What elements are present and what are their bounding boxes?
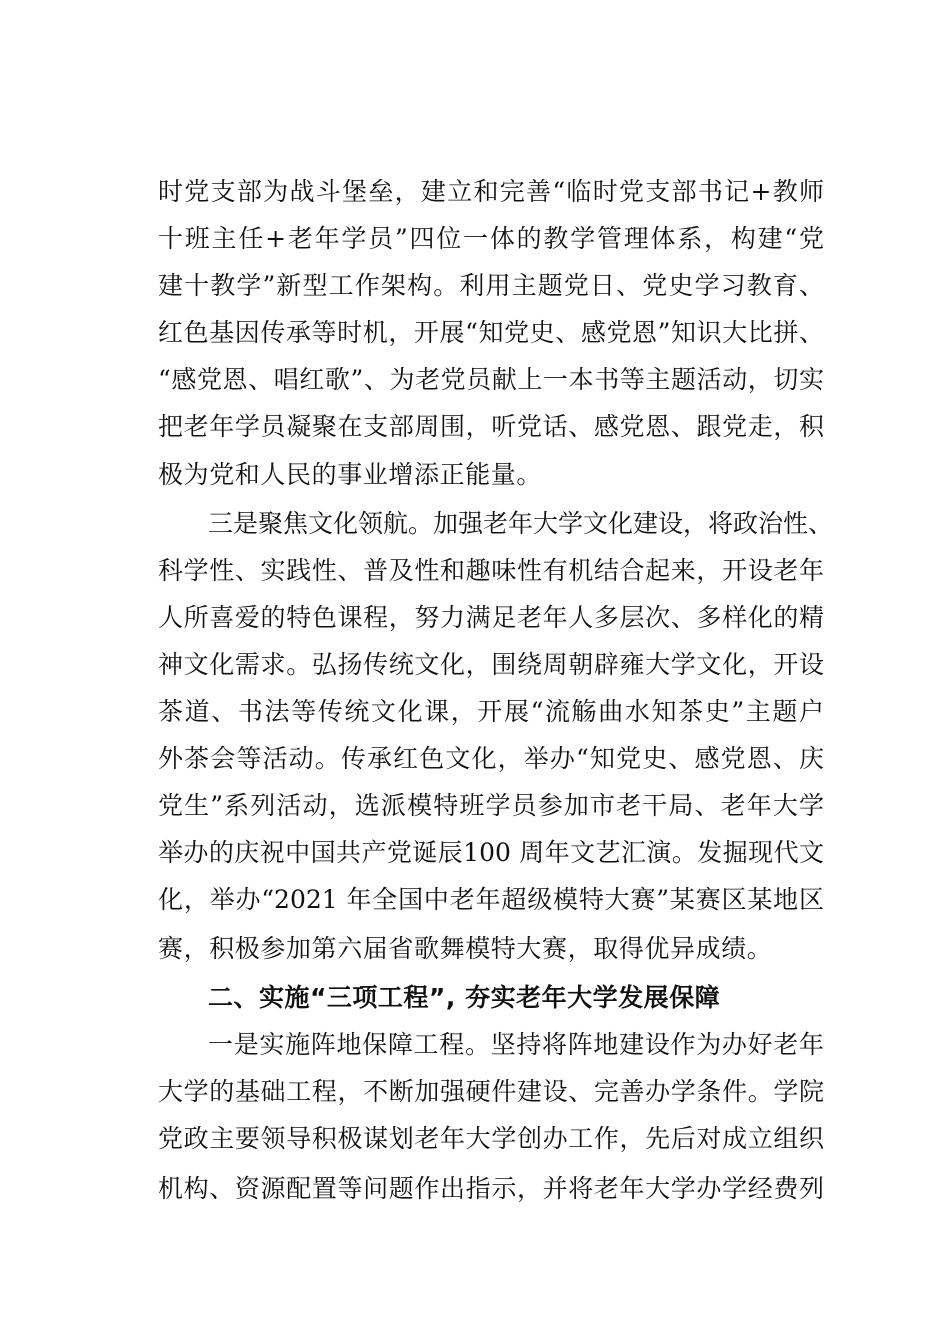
text-line: 建十教学”新型工作架构。利用主题党日、党史学习教育、	[158, 271, 824, 300]
text-line: 化，举办“2021 年全国中老年超级模特大赛”某赛区某地区	[158, 885, 824, 914]
text-line: 举办的庆祝中国共产党诞辰100 周年文艺汇演。发掘现代文	[158, 838, 824, 867]
section-heading: 二、实施“三项工程”, 夯实老年大学发展保障	[208, 983, 721, 1012]
text-line: “感党恩、唱红歌”、为老党员献上一本书等主题活动，切实	[158, 365, 824, 394]
text-line: 机构、资源配置等问题作出指示，并将老年大学办学经费列	[158, 1174, 824, 1203]
text-line: 红色基因传承等时机，开展“知党史、感党恩”知识大比拼、	[158, 318, 824, 347]
text-line: 神文化需求。弘扬传统文化，围绕周朝辟雍大学文化，开设	[158, 650, 824, 679]
text-line: 党政主要领导积极谋划老年大学创办工作，先后对成立组织	[158, 1124, 824, 1153]
paragraph-first-line: 三是聚焦文化领航。加强老年大学文化建设，将政治性、	[208, 509, 834, 538]
text-line: 时党支部为战斗堡垒，建立和完善“临时党支部书记+教师	[158, 177, 824, 206]
text-line: 党生”系列活动，选派模特班学员参加市老干局、老年大学	[158, 791, 824, 820]
paragraph-last-line: 赛，积极参加第六届省歌舞模特大赛，取得优异成绩。	[158, 934, 773, 963]
text-line: 人所喜爱的特色课程，努力满足老年人多层次、多样化的精	[158, 603, 824, 632]
paragraph-last-line: 极为党和人民的事业增添正能量。	[158, 460, 543, 489]
text-line: 外茶会等活动。传承红色文化，举办“知党史、感党恩、庆	[158, 744, 824, 773]
text-line: 科学性、实践性、普及性和趣味性有机结合起来，开设老年	[158, 556, 824, 585]
text-line: 大学的基础工程，不断加强硬件建设、完善办学条件。学院	[158, 1077, 824, 1106]
text-line: 茶道、书法等传统文化课，开展“流觞曲水知茶史”主题户	[158, 697, 824, 726]
text-line: 把老年学员凝聚在支部周围，听党话、感党恩、跟党走，积	[158, 412, 824, 441]
text-line: 十班主任+老年学员”四位一体的教学管理体系，构建“党	[158, 224, 824, 253]
paragraph-first-line: 一是实施阵地保障工程。坚持将阵地建设作为办好老年	[208, 1030, 824, 1059]
